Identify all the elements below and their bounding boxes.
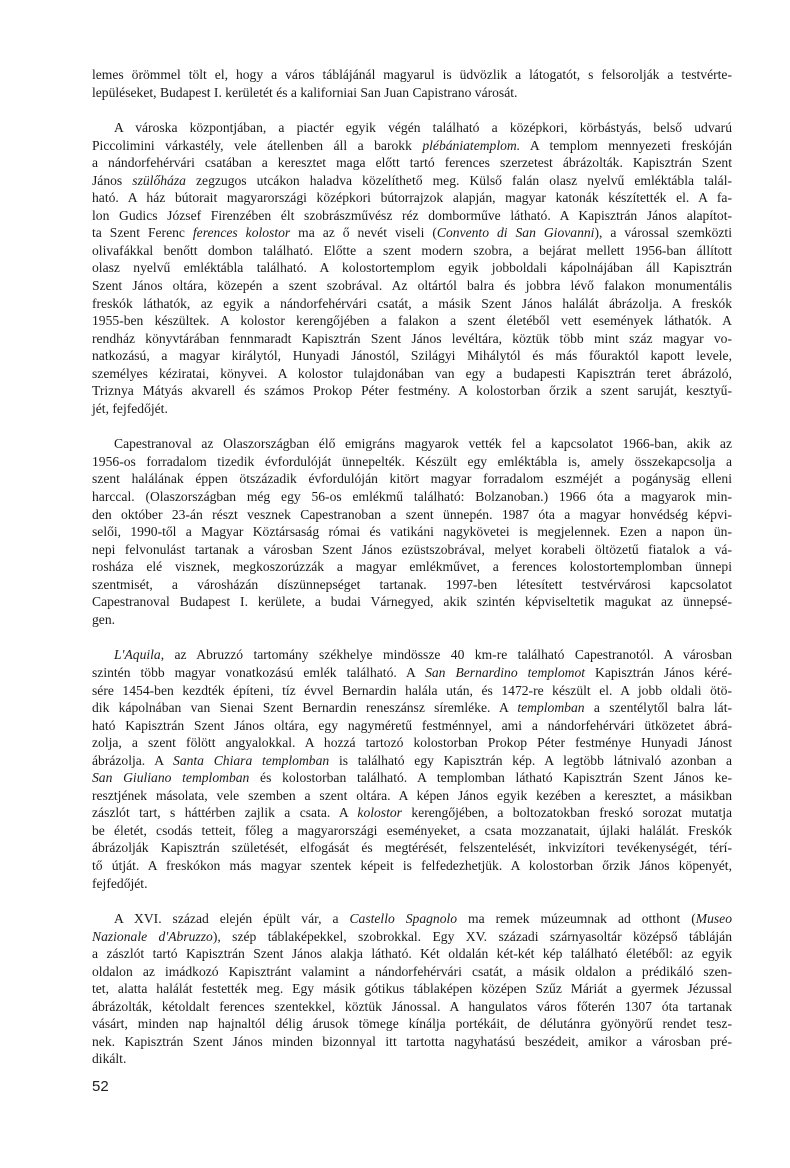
text-line: jét, fejfedőjét.	[92, 400, 168, 416]
text-line: a zászlót tartó Kapisztrán Szent János alakja látható. Két oldalán két-két kép található életéből: az egyik	[92, 946, 732, 962]
text-line: ható Kapisztrán Szent János oltára, egy nagyméretű festménnyel, ami a nándorfehérvári ütközetet ábrá-	[92, 717, 732, 733]
text-line: olasz nyelvű emléktábla található. A kolostortemplom egyik jobboldali kápolnájában áll Kapisztrán	[92, 260, 732, 276]
text-line: személyes kéziratai, könyvei. A kolostor tulajdonában van egy a budapesti Kapisztrán teret ábrázoló,	[92, 365, 732, 381]
paragraph-gap	[92, 628, 732, 646]
text-line: zászlót tart, s háttérben zajlik a csata. A kolostor kerengőjében, a boltozatokban freskó sorozat mutatja	[92, 805, 732, 821]
page-number: 52	[92, 1078, 109, 1095]
text-line: lepüléseket, Budapest I. kerületét és a kaliforniai San Juan Capistrano városát.	[92, 84, 518, 100]
paragraph	[92, 119, 732, 417]
text-line: ható. A ház bútorait magyarországi középkori bútorrajzok alapján, magyar katonák készítették el. A fa-	[92, 190, 732, 206]
paragraph	[92, 646, 732, 892]
text-line: ábrázolja. A Santa Chiara templomban is található egy Kapisztrán kép. A legtöbb látnivaló azonban a	[92, 752, 732, 768]
text-line: rosháza elé visznek, megkoszorúzzák a magyar emlékművet, a ferences kolostortemplomban ünnepi	[92, 559, 732, 575]
text-line: ábrázolják Kapisztrán születését, elfogását és megtérését, felszentelését, inkvizítori tevékenységét, térí-	[92, 840, 732, 856]
text-line: sére 1454-ben kezdték építeni, tíz évvel Bernardin halála után, és 1472-re készült el. A jobb oldali ötö-	[92, 682, 732, 698]
text-line: lon Gudics József Firenzében élt szobrászművész réz domborműve látható. A Kapisztrán János alapítot-	[92, 207, 732, 223]
page-body	[92, 66, 732, 1068]
text-line: Piccolimini várkastély, vele átellenben áll a barokk plébániatemplom. A templom mennyezeti freskóján	[92, 137, 732, 153]
text-line: Szent János oltára, közepén a szent szobrával. Az oltártól balra és jobbra lévő falakon monumentális	[92, 278, 732, 294]
text-line: tő útját. A freskókon más magyar szentek képeit is felfedezhetjük. A kolostorban őrzik János köpenyét,	[92, 857, 732, 873]
paragraph-gap	[92, 101, 732, 119]
paragraph-gap	[92, 892, 732, 910]
text-line: dikált.	[92, 1051, 127, 1067]
text-line: tet, alatta halálát festették meg. Egy másik gótikus táblaképen középen Szűz Máriát a gyermek Jézussal	[92, 981, 732, 997]
text-line: a nándorfehérvári csatában a keresztet maga előtt tartó ferences szerzetest ábrázolták. Kapisztrán Szent	[92, 155, 732, 171]
text-line: 1955-ben készültek. A kolostor kerengőjében a falakon a szent életéből vett események láthatók. A	[92, 313, 732, 329]
text-line: zolja, a szent fölött angyalokkal. A hozzá tartozó kolostorban Prokop Péter festménye Hunyadi Jánost	[92, 735, 732, 751]
text-line: L'Aquila, az Abruzzó tartomány székhelye mindössze 40 km-re található Capestranotól. A városban	[114, 647, 732, 663]
text-line: olivafákkal benőtt dombon található. Előtte a szent modern szobra, a bejárat mellett 1956-ban állított	[92, 242, 732, 258]
text-line: vásárt, minden nap hajnaltól délig árusok tömege kínálja portékáit, de délutánra gyönyörű rendet tesz-	[92, 1016, 732, 1032]
paragraph	[92, 910, 732, 1068]
text-line: nek. Kapisztrán Szent János minden bizonnyal itt tartotta nagyhatású beszédeit, amikor a városban pré-	[92, 1033, 732, 1049]
paragraph	[92, 66, 732, 101]
text-line: fejfedőjét.	[92, 875, 148, 891]
text-line: szentmisét, a városházán díszünnepséget tartanak. 1997-ben létesített testvérvárosi kapcsolatot	[92, 576, 732, 592]
text-line: szintén több magyar vonatkozású emlék található. A San Bernardino templomot Kapisztrán János kéré-	[92, 664, 733, 680]
text-line: nepi felvonulást tartanak a városban Szent János ezüstszobrával, melyet korabeli öltözetű fiatalok a vá-	[92, 541, 732, 557]
text-line: Nazionale d'Abruzzo), szép táblaképekkel, szobrokkal. Egy XV. századi szárnyasoltár középső tábláján	[92, 928, 733, 944]
text-line: A városka központjában, a piactér egyik végén található a középkori, körbástyás, belső udvarú	[114, 120, 732, 136]
text-line: lemes örömmel tölt el, hogy a város táblájánál magyarul is üdvözlik a látogatót, s felsorolják a testvérte-	[92, 67, 732, 82]
text-line: rendház könyvtárában fennmaradt Kapisztrán Szent János levéltára, köztük több mint száz magyar vo-	[92, 330, 732, 346]
text-line: A XVI. század elején épült vár, a Castello Spagnolo ma remek múzeumnak ad otthont (Museo	[114, 911, 732, 927]
paragraph-gap	[92, 417, 732, 435]
text-line: dik kápolnában van Sienai Szent Bernardin reneszánsz síremléke. A templomban a szentélytől balra lát-	[92, 700, 732, 716]
text-line: gen.	[92, 611, 116, 627]
text-line: 1956-os forradalom tizedik évfordulóját ünnepelték. Készült egy emléktábla is, amely összekapcsolja a	[92, 453, 732, 469]
text-line: Capestranoval az Olaszországban élő emigráns magyarok vették fel a kapcsolatot 1966-ban, akik az	[114, 436, 732, 452]
text-line: szent halálának éppen ötszázadik évfordulóján kitört magyar forradalom eszméjét a pogánysäg elleni	[92, 471, 732, 487]
text-line: ábrázolták, kétoldalt ferences szentekkel, köztük Jánossal. A hangulatos város főterén 1307 óta tartanak	[92, 998, 732, 1014]
text-line: resztjének másolata, vele szemben a szent oltára. A képen János egyik kezében a keresztet, a másikban	[92, 787, 732, 803]
text-line: ta Szent Ferenc ferences kolostor ma az ő nevét viseli (Convento di San Giovanni), a várossal szemközti	[92, 225, 732, 241]
paragraph	[92, 435, 732, 628]
text-line: natkozású, a magyar királytól, Hunyadi Jánostól, Szilágyi Mihálytól és más főuraktól kapott levele,	[92, 348, 732, 364]
text-line: selői, 1990-től a Magyar Köztársaság római és vatikáni nagykövetei is megjelennek. Ezen a napon ün-	[92, 524, 732, 540]
text-line: Capestranoval Budapest I. kerülete, a budai Várnegyed, akik szintén képviseltetik magukat az ünnepsé-	[92, 594, 732, 610]
text-line: San Giuliano templomban és kolostorban található. A templomban látható Kapisztrán Szent János ke-	[92, 770, 732, 786]
text-line: freskók láthatók, az egyik a nándorfehérvári csatát, a másik Szent János halálát ábrázolja. A freskók	[92, 295, 732, 311]
text-line: harccal. (Olaszországban még egy 56-os emlékmű található: Bolzanoban.) 1966 óta a magyarok min-	[92, 489, 732, 505]
text-line: Triznya Mátyás akvarell és számos Prokop Péter festmény. A kolostorban őrzik a szent saruját, kesztyű-	[92, 383, 732, 399]
text-line: János szülőháza zegzugos utcákon haladva közelíthető meg. Külső falán olasz nyelvű emléktábla talál-	[92, 172, 733, 188]
text-line: den október 23-án részt vesznek Capestranoban a szent ünnepén. 1987 óta a magyar honvédség képvi-	[92, 506, 732, 522]
text-line: oldalon az imádkozó Kapisztránt valamint a nándorfehérvári csatát, a másik oldalon a prédikáló szen-	[92, 963, 732, 979]
text-line: be életét, csodás tetteit, főleg a magyarországi eseményeket, a csata mozzanatait, újlaki halálát. Freskók	[92, 822, 732, 838]
